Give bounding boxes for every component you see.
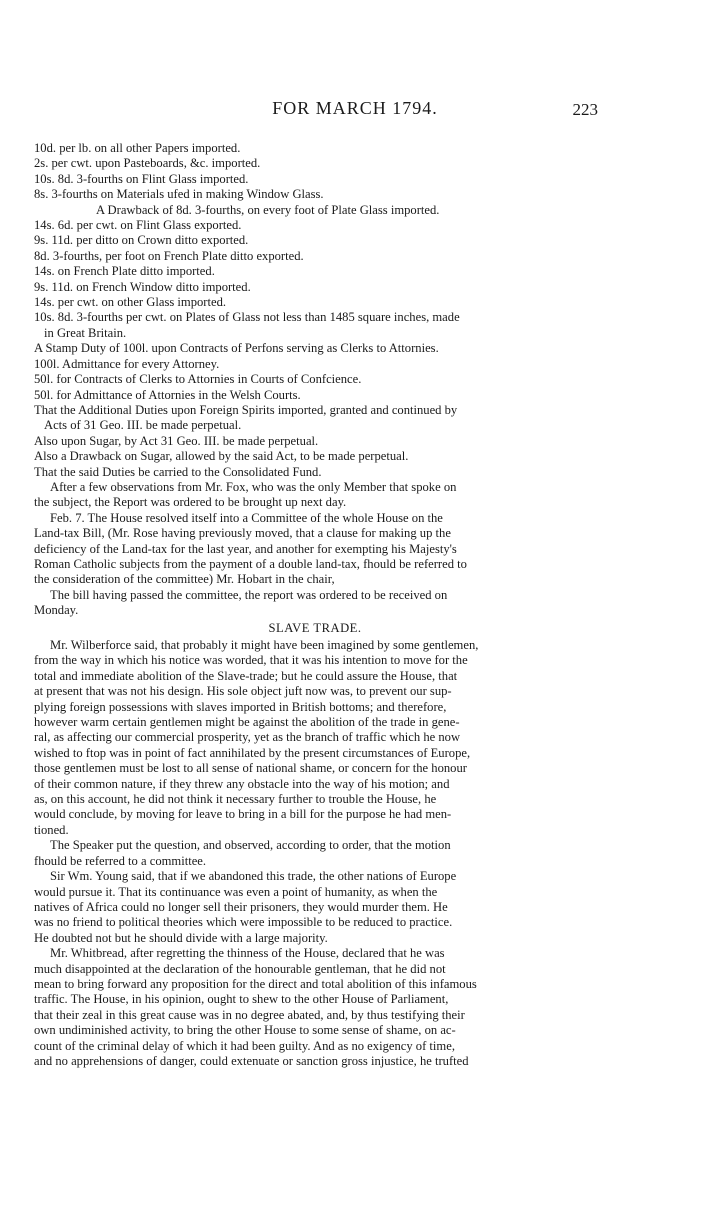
- text-line: After a few observations from Mr. Fox, who was the only Member that spoke on: [50, 479, 457, 494]
- text-line: That the said Duties be carried to the Consolidated Fund.: [34, 464, 322, 479]
- text-line: the consideration of the committee) Mr. Hobart in the chair,: [34, 572, 335, 587]
- text-line: and no apprehensions of danger, could extenuate or sanction gross injustice, he trufted: [34, 1053, 469, 1068]
- text-line: 50l. for Contracts of Clerks to Attornies in Courts of Confcience.: [34, 372, 362, 387]
- text-line: Mr. Whitbread, after regretting the thinness of the House, declared that he was: [50, 946, 445, 961]
- text-line: of their common nature, if they threw any obstacle into the way of his motion; and: [34, 776, 450, 791]
- text-line: much disappointed at the declaration of the honourable gentleman, that he did not: [34, 961, 446, 976]
- text-line: traffic. The House, in his opinion, ought to shew to the other House of Parliament,: [34, 992, 449, 1007]
- page-number: 223: [572, 100, 598, 119]
- text-line: mean to bring forward any proposition for the direct and total abolition of this infamous: [34, 976, 477, 991]
- section-heading: SLAVE TRADE.: [268, 620, 362, 635]
- text-line: 100l. Admittance for every Attorney.: [34, 356, 220, 371]
- text-line: in Great Britain.: [44, 325, 127, 340]
- text-line: 8s. 3-fourths on Materials ufed in making Window Glass.: [34, 187, 324, 202]
- text-line: Land-tax Bill, (Mr. Rose having previously moved, that a clause for making up the: [34, 526, 451, 541]
- text-line: 14s. 6d. per cwt. on Flint Glass exported.: [34, 218, 242, 233]
- text-line: A Stamp Duty of 100l. upon Contracts of Perfons serving as Clerks to Attornies.: [34, 341, 439, 356]
- running-head: FOR MARCH 1794.: [272, 98, 438, 118]
- text-line: plying foreign possessions with slaves imported in British bottoms; and therefore,: [34, 699, 447, 714]
- text-line: Monday.: [34, 603, 79, 618]
- text-line: 14s. per cwt. on other Glass imported.: [34, 295, 227, 310]
- text-line: 9s. 11d. per ditto on Crown ditto exported.: [34, 233, 249, 248]
- text-line: tioned.: [34, 822, 69, 837]
- text-line: that their zeal in this great cause was in no degree abated, and, by thus testifying their: [34, 1007, 465, 1022]
- page-header: [0, 98, 710, 124]
- text-line: Feb. 7. The House resolved itself into a Committee of the whole House on the: [50, 510, 443, 525]
- text-line: Sir Wm. Young said, that if we abandoned this trade, the other nations of Europe: [50, 869, 457, 884]
- text-line: however warm certain gentlemen might be against the abolition of the trade in gene-: [34, 715, 460, 730]
- text-line: Acts of 31 Geo. III. be made perpetual.: [44, 418, 242, 433]
- text-line: The Speaker put the question, and observed, according to order, that the motion: [50, 838, 451, 853]
- text-line: He doubted not but he should divide with a large majority.: [34, 930, 328, 945]
- text-line: That the Additional Duties upon Foreign Spirits imported, granted and continued by: [34, 402, 458, 417]
- text-line: 10s. 8d. 3-fourths on Flint Glass imported.: [34, 171, 249, 186]
- text-line: would conclude, by moving for leave to bring in a bill for the purpose he had men-: [34, 807, 452, 822]
- text-line: Also a Drawback on Sugar, allowed by the said Act, to be made perpetual.: [34, 449, 409, 464]
- text-line: the subject, the Report was ordered to be brought up next day.: [34, 495, 347, 510]
- text-line: A Drawback of 8d. 3-fourths, on every foot of Plate Glass imported.: [96, 202, 440, 217]
- text-line: 9s. 11d. on French Window ditto imported.: [34, 279, 251, 294]
- text-line: 2s. per cwt. upon Pasteboards, &c. imported.: [34, 156, 261, 171]
- text-line: deficiency of the Land-tax for the last year, and another for exempting his Majesty's: [34, 541, 457, 556]
- text-line: was no friend to political theories which were impossible to be reduced to practice.: [34, 915, 453, 930]
- text-line: from the way in which his notice was worded, that it was his intention to move for the: [34, 653, 468, 668]
- text-line: own undiminished activity, to bring the other House to some sense of shame, on ac-: [34, 1023, 456, 1038]
- text-line: Roman Catholic subjects from the payment of a double land-tax, fhould be referred to: [34, 556, 467, 571]
- text-line: total and immediate abolition of the Slave-trade; but he could assure the House, that: [34, 668, 458, 683]
- text-line: Mr. Wilberforce said, that probably it might have been imagined by some gentlemen,: [50, 638, 479, 652]
- text-line: The bill having passed the committee, the report was ordered to be received on: [50, 587, 448, 602]
- text-line: fhould be referred to a committee.: [34, 853, 207, 868]
- text-line: would pursue it. That its continuance was even a point of humanity, as when the: [34, 884, 438, 899]
- text-line: as, on this account, he did not think it necessary further to trouble the House, he: [34, 792, 437, 807]
- text-line: 8d. 3-fourths, per foot on French Plate ditto exported.: [34, 248, 304, 263]
- text-line: 14s. on French Plate ditto imported.: [34, 264, 215, 279]
- text-line: count of the criminal delay of which it had been guilty. And as no exigency of time,: [34, 1038, 455, 1053]
- text-line: Also upon Sugar, by Act 31 Geo. III. be made perpetual.: [34, 433, 319, 448]
- text-line: wished to ftop was in point of fact annihilated by the present circumstances of Europe,: [34, 745, 471, 760]
- text-line: 10s. 8d. 3-fourths per cwt. on Plates of Glass not less than 1485 square inches, made: [34, 310, 460, 325]
- text-line: 10d. per lb. on all other Papers imported.: [34, 141, 241, 155]
- body-text: [34, 141, 596, 1069]
- text-line: ral, as affecting our commercial prosperity, yet as the branch of traffic which he now: [34, 730, 461, 745]
- text-line: 50l. for Admittance of Attornies in the Welsh Courts.: [34, 387, 301, 402]
- text-line: at present that was not his design. His sole object juft now was, to prevent our sup-: [34, 684, 452, 699]
- text-line: natives of Africa could no longer sell their prisoners, they would murder them. He: [34, 899, 448, 914]
- text-line: those gentlemen must be lost to all sense of national shame, or concern for the honour: [34, 761, 467, 776]
